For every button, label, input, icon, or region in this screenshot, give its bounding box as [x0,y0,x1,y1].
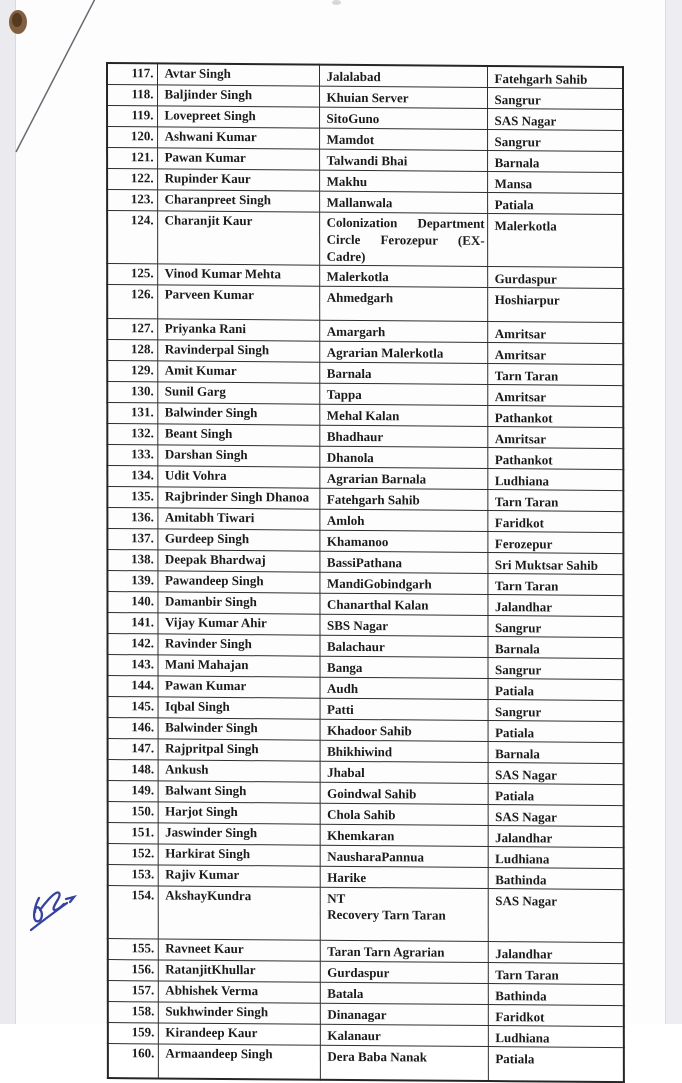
cell-district: Pathankot [487,448,623,470]
cell-district: Ludhiana [488,1026,624,1048]
cell-place: Barnala [319,362,487,384]
cell-serial: 158. [108,1002,158,1023]
cell-serial: 138. [107,550,157,571]
table-row [108,1044,624,1082]
cell-serial: 126. [107,285,157,319]
cell-serial: 154. [108,886,158,939]
cell-serial: 159. [108,1023,158,1044]
cell-district: Bathinda [488,984,624,1006]
cell-serial: 141. [107,613,157,634]
cell-district: SAS Nagar [488,805,624,827]
cell-name: Harkirat Singh [158,844,320,866]
cell-serial: 142. [107,634,157,655]
cell-serial: 121. [107,148,157,169]
cell-district: Tarn Taran [488,963,624,985]
cell-place: Mallanwala [319,191,487,213]
cell-name: Gurdeep Singh [157,529,319,551]
left-scan-edge [0,0,16,1024]
cell-place: Khemkaran [320,824,488,846]
cell-district: Sangrur [487,129,623,151]
cell-place: Dhanola [319,446,487,468]
cell-name: Sunil Garg [157,382,319,404]
cell-serial: 134. [107,466,157,487]
cell-serial: 137. [107,529,157,550]
cell-name: Rajiv Kumar [158,865,320,887]
cell-place: NT Recovery Tarn Taran [320,887,488,941]
cell-serial: 152. [108,844,158,865]
cell-name: Ravneet Kaur [158,939,320,961]
cell-serial: 156. [108,960,158,981]
cell-place: NausharaPannua [320,845,488,867]
cell-place: Khamanoo [319,530,487,552]
table-row [108,886,624,943]
cell-name: Ankush [158,760,320,782]
cell-district: Sangrur [487,616,623,638]
right-scan-edge [665,0,682,1024]
cell-district: Sri Muktsar Sahib [487,553,623,575]
cell-name: Priyanka Rani [157,319,319,341]
cell-place: Agrarian Malerkotla [319,341,487,363]
cell-name: Rupinder Kaur [157,169,319,191]
cell-place: Batala [320,982,488,1004]
cell-name: Charanjit Kaur [157,211,319,265]
cell-district: Barnala [487,637,623,659]
cell-district: Ferozepur [487,532,623,554]
cell-place: Chola Sahib [320,803,488,825]
cell-name: Iqbal Singh [158,697,320,719]
cell-place: Agrarian Barnala [319,467,487,489]
cell-place: Audh [320,677,488,699]
cell-serial: 153. [108,865,158,886]
cell-place: Colonization Department Circle Ferozepur (EX-Cadre) [319,212,487,266]
cell-name: Mani Mahajan [158,655,320,677]
cell-name: Beant Singh [157,424,319,446]
cell-name: Pawan Kumar [158,676,320,698]
cell-district: Mansa [487,171,623,193]
cell-place: Bhikhiwind [320,740,488,762]
cell-place: Khadoor Sahib [320,719,488,741]
cell-place: Malerkotla [319,265,487,287]
cell-district: Patiala [487,192,623,214]
cell-name: Pawan Kumar [157,148,319,170]
cell-district: Jalandhar [488,826,624,848]
cell-name: Avtar Singh [157,63,319,86]
cell-name: Ravinderpal Singh [157,340,319,362]
cell-place: Chanarthal Kalan [319,593,487,615]
table-row [107,285,623,323]
cell-serial: 144. [108,676,158,697]
cell-place: Makhu [319,170,487,192]
cell-district: Malerkotla [487,213,623,267]
cell-serial: 148. [108,760,158,781]
cell-name: Ravinder Singh [157,634,319,656]
cell-name: Lovepreet Singh [157,106,319,128]
cell-serial: 129. [107,361,157,382]
cell-serial: 157. [108,981,158,1002]
cell-district: Patiala [488,679,624,701]
cell-name: Pawandeep Singh [157,571,319,593]
cell-place: Jalalabad [319,65,487,88]
cell-name: Rajbrinder Singh Dhanoa [157,487,319,509]
cell-district: Ludhiana [487,469,623,491]
cell-serial: 133. [107,445,157,466]
cell-district: Patiala [488,1047,624,1082]
cell-name: Sukhwinder Singh [158,1002,320,1024]
cell-name: Deepak Bhardwaj [157,550,319,572]
cell-name: Armaandeep Singh [158,1044,320,1079]
cell-place: Patti [320,698,488,720]
cell-serial: 118. [107,85,157,106]
cell-place: Balachaur [319,635,487,657]
cell-place: Ahmedgarh [319,286,487,321]
cell-district: Faridkot [488,1005,624,1027]
cell-name: Amit Kumar [157,361,319,383]
ink-signature [26,882,84,940]
cell-name: AkshayKundra [158,886,320,940]
cell-serial: 140. [107,592,157,613]
cell-district: Tarn Taran [487,574,623,596]
cell-place: SitoGuno [319,107,487,129]
cell-place: Jhabal [320,761,488,783]
cell-name: Jaswinder Singh [158,823,320,845]
cell-name: Udit Vohra [157,466,319,488]
cell-serial: 127. [107,319,157,340]
cell-name: Rajpritpal Singh [158,739,320,761]
cell-serial: 155. [108,939,158,960]
cell-place: Dera Baba Nanak [320,1045,488,1080]
cell-name: Harjot Singh [158,802,320,824]
cell-district: Jalandhar [487,595,623,617]
cell-place: Kalanaur [320,1024,488,1046]
cell-serial: 117. [107,63,157,85]
cell-place: Talwandi Bhai [319,149,487,171]
cell-place: Mamdot [319,128,487,150]
cell-serial: 136. [107,508,157,529]
cell-name: Balwinder Singh [157,403,319,425]
cell-district: Hoshiarpur [487,288,623,323]
cell-place: Dinanagar [320,1003,488,1025]
cell-name: Balwant Singh [158,781,320,803]
cell-serial: 120. [107,127,157,148]
cell-district: Bathinda [488,868,624,890]
cell-district: Jalandhar [488,942,624,964]
cell-place: Goindwal Sahib [320,782,488,804]
cell-place: Tappa [319,383,487,405]
cell-district: Barnala [487,150,623,172]
cell-district: Sangrur [487,87,623,109]
cell-name: RatanjitKhullar [158,960,320,982]
cell-serial: 150. [108,802,158,823]
cell-serial: 149. [108,781,158,802]
cell-place: BassiPathana [319,551,487,573]
cell-serial: 130. [107,382,157,403]
cell-place: Fatehgarh Sahib [319,488,487,510]
cell-place: SBS Nagar [319,614,487,636]
cell-district: Fatehgarh Sahib [487,66,623,89]
cell-district: SAS Nagar [488,889,624,943]
cell-district: Amritsar [487,427,623,449]
cell-serial: 125. [107,264,157,285]
cell-name: Vijay Kumar Ahir [157,613,319,635]
cell-place: Amloh [319,509,487,531]
cell-place: Bhadhaur [319,425,487,447]
cell-district: Patiala [488,784,624,806]
roster-table [106,62,625,1083]
cell-place: Gurdaspur [320,961,488,983]
cell-district: Tarn Taran [487,490,623,512]
cell-place: Khuian Server [319,86,487,108]
cell-name: Ashwani Kumar [157,127,319,149]
cell-district: Gurdaspur [487,266,623,288]
cell-place: Harike [320,866,488,888]
cell-district: Tarn Taran [487,364,623,386]
scan-speck [332,0,341,5]
cell-serial: 147. [108,739,158,760]
cell-district: Amritsar [487,385,623,407]
cell-place: Mehal Kalan [319,404,487,426]
cell-serial: 124. [107,211,157,264]
cell-name: Baljinder Singh [157,85,319,107]
cell-name: Damanbir Singh [157,592,319,614]
cell-place: Taran Tarn Agrarian [320,940,488,962]
cell-name: Parveen Kumar [157,285,319,320]
cell-district: Sangrur [488,700,624,722]
cell-district: SAS Nagar [487,108,623,130]
roster-table-container [106,62,625,1083]
cell-serial: 131. [107,403,157,424]
cell-name: Vinod Kumar Mehta [157,264,319,286]
roster-table-body [107,63,624,1082]
cell-district: Pathankot [487,406,623,428]
cell-district: Faridkot [487,511,623,533]
cell-serial: 122. [107,169,157,190]
cell-serial: 143. [108,655,158,676]
cell-serial: 145. [108,697,158,718]
cell-name: Balwinder Singh [158,718,320,740]
cell-serial: 128. [107,340,157,361]
cell-serial: 135. [107,487,157,508]
cell-place: Amargarh [319,320,487,342]
cell-place: MandiGobindgarh [319,572,487,594]
cell-name: Charanpreet Singh [157,190,319,212]
cell-district: Amritsar [487,343,623,365]
cell-district: Patiala [488,721,624,743]
table-row [107,211,623,268]
cell-district: Sangrur [488,658,624,680]
cell-serial: 160. [108,1044,158,1078]
cell-serial: 132. [107,424,157,445]
cell-name: Darshan Singh [157,445,319,467]
cell-district: SAS Nagar [488,763,624,785]
cell-serial: 119. [107,106,157,127]
cell-serial: 123. [107,190,157,211]
cell-district: Ludhiana [488,847,624,869]
cell-serial: 146. [108,718,158,739]
cell-place: Banga [320,656,488,678]
cell-district: Barnala [488,742,624,764]
cell-name: Amitabh Tiwari [157,508,319,530]
cell-serial: 151. [108,823,158,844]
cell-name: Abhishek Verma [158,981,320,1003]
cell-district: Amritsar [487,322,623,344]
cell-serial: 139. [107,571,157,592]
cell-name: Kirandeep Kaur [158,1023,320,1045]
